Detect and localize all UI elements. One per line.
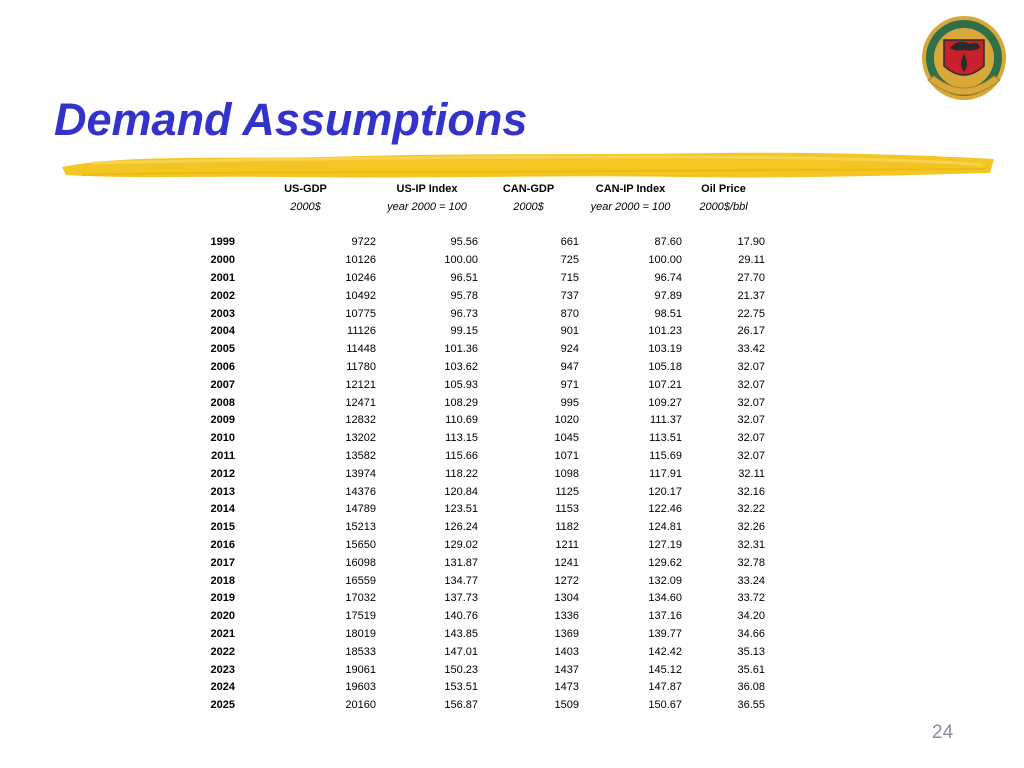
cell-us-gdp: 10246	[345, 272, 376, 285]
cell-oil-price: 32.31	[737, 539, 765, 552]
cell-oil-price: 21.37	[737, 289, 765, 302]
cell-oil-price: 32.07	[737, 450, 765, 463]
cell-can-ip-index: 132.09	[648, 574, 682, 587]
cell-year: 2014	[210, 503, 235, 516]
cell-year: 2025	[210, 699, 235, 712]
cell-us-ip-index: 131.87	[444, 556, 478, 569]
cell-oil-price: 32.07	[737, 432, 765, 445]
cell-year: 2023	[210, 663, 235, 676]
cell-can-gdp: 1403	[554, 645, 579, 658]
cell-can-gdp: 725	[560, 254, 579, 267]
cell-us-ip-index: 153.51	[444, 681, 478, 694]
cell-oil-price: 33.72	[737, 592, 765, 605]
cell-us-gdp: 11126	[347, 325, 376, 338]
cell-us-ip-index: 123.51	[444, 503, 478, 516]
cell-can-ip-index: 147.87	[648, 681, 682, 694]
cell-can-ip-index: 139.77	[648, 628, 682, 641]
cell-us-ip-index: 105.93	[444, 378, 478, 391]
cell-year: 2011	[211, 450, 235, 463]
header-row	[190, 180, 765, 198]
cell-us-gdp: 13202	[345, 432, 376, 445]
cell-can-gdp: 1020	[554, 414, 579, 427]
cell-year: 2007	[210, 378, 235, 391]
cell-year: 2001	[210, 272, 235, 285]
column-unit-us-ip-index: year 2000 = 100	[387, 200, 467, 213]
cell-us-ip-index: 95.78	[450, 289, 478, 302]
cell-year: 2016	[210, 539, 235, 552]
cell-us-gdp: 19061	[345, 663, 376, 676]
cell-year: 1999	[210, 236, 235, 249]
table-row	[190, 287, 765, 305]
cell-can-ip-index: 96.74	[654, 272, 682, 285]
table-row	[190, 483, 765, 501]
table-row	[190, 305, 765, 323]
cell-can-gdp: 1336	[554, 610, 579, 623]
table-row	[190, 269, 765, 287]
subheader-row	[190, 198, 765, 216]
cell-us-gdp: 17519	[345, 610, 376, 623]
cell-oil-price: 34.66	[737, 628, 765, 641]
cell-oil-price: 33.24	[737, 574, 765, 587]
cell-can-ip-index: 101.23	[648, 325, 682, 338]
cell-can-gdp: 1369	[554, 628, 579, 641]
cell-can-ip-index: 137.16	[648, 610, 682, 623]
cell-year: 2010	[210, 432, 235, 445]
cell-can-gdp: 1272	[554, 574, 579, 587]
cell-us-ip-index: 150.23	[444, 663, 478, 676]
cell-can-ip-index: 122.46	[648, 503, 682, 516]
cell-can-ip-index: 124.81	[648, 521, 682, 534]
cell-year: 2015	[210, 521, 235, 534]
cell-can-gdp: 870	[560, 307, 579, 320]
cell-year: 2000	[210, 254, 235, 267]
column-unit-us-gdp: 2000$	[290, 200, 321, 213]
table-row	[190, 661, 765, 679]
cell-oil-price: 32.07	[737, 396, 765, 409]
cell-year: 2009	[210, 414, 235, 427]
cell-us-ip-index: 118.22	[445, 467, 478, 480]
table-row	[190, 572, 765, 590]
cell-oil-price: 32.78	[737, 556, 765, 569]
cell-year: 2002	[210, 289, 235, 302]
cell-oil-price: 32.22	[737, 503, 765, 516]
cell-us-ip-index: 115.66	[445, 450, 478, 463]
cell-can-gdp: 715	[560, 272, 579, 285]
cell-year: 2019	[210, 592, 235, 605]
cell-us-gdp: 16098	[345, 556, 376, 569]
cell-us-ip-index: 126.24	[444, 521, 478, 534]
cell-us-ip-index: 108.29	[444, 396, 478, 409]
year-header	[190, 180, 235, 198]
cell-can-ip-index: 111.37	[649, 414, 682, 427]
table-row	[190, 429, 765, 447]
cell-year: 2003	[210, 307, 235, 320]
cell-can-ip-index: 103.19	[648, 343, 682, 356]
cell-us-ip-index: 143.85	[444, 628, 478, 641]
cell-can-gdp: 1045	[554, 432, 579, 445]
page-number: 24	[932, 722, 954, 743]
table-row	[190, 679, 765, 697]
cell-can-gdp: 1071	[554, 450, 579, 463]
cell-us-gdp: 12121	[345, 378, 376, 391]
table-body	[190, 234, 765, 715]
cell-us-ip-index: 129.02	[444, 539, 478, 552]
table-row	[190, 501, 765, 519]
table-row	[190, 536, 765, 554]
cell-can-ip-index: 100.00	[648, 254, 682, 267]
table-row	[190, 518, 765, 536]
seal-emblem-icon	[920, 14, 1008, 106]
cell-oil-price: 36.55	[737, 699, 765, 712]
cell-us-gdp: 20160	[345, 699, 376, 712]
cell-can-gdp: 1098	[554, 467, 579, 480]
cell-year: 2020	[210, 610, 235, 623]
cell-can-ip-index: 117.91	[649, 467, 682, 480]
table-row	[190, 340, 765, 358]
cell-year: 2004	[210, 325, 235, 338]
cell-us-gdp: 17032	[345, 592, 376, 605]
table-row	[190, 323, 765, 341]
cell-oil-price: 32.07	[737, 378, 765, 391]
demand-assumptions-table	[190, 180, 765, 714]
cell-us-gdp: 13582	[345, 450, 376, 463]
cell-us-ip-index: 140.76	[444, 610, 478, 623]
table-row	[190, 358, 765, 376]
cell-oil-price: 32.26	[737, 521, 765, 534]
table-row	[190, 251, 765, 269]
cell-can-ip-index: 87.60	[654, 236, 682, 249]
cell-can-gdp: 971	[560, 378, 579, 391]
cell-year: 2018	[210, 574, 235, 587]
cell-us-gdp: 10492	[345, 289, 376, 302]
table-row	[190, 696, 765, 714]
cell-oil-price: 33.42	[737, 343, 765, 356]
cell-us-gdp: 12471	[345, 396, 376, 409]
cell-can-ip-index: 113.51	[649, 432, 682, 445]
table-row	[190, 376, 765, 394]
table-row	[190, 643, 765, 661]
cell-can-gdp: 1437	[554, 663, 579, 676]
cell-year: 2008	[210, 396, 235, 409]
table-row	[190, 590, 765, 608]
table-row	[190, 447, 765, 465]
cell-can-ip-index: 97.89	[654, 289, 682, 302]
cell-can-gdp: 1182	[555, 521, 579, 534]
table-row	[190, 625, 765, 643]
cell-us-ip-index: 156.87	[444, 699, 478, 712]
cell-us-ip-index: 101.36	[444, 343, 478, 356]
cell-us-gdp: 11780	[346, 361, 376, 374]
cell-us-ip-index: 113.15	[445, 432, 478, 445]
column-unit-oil-price: 2000$/bbl	[699, 200, 748, 213]
table-row	[190, 554, 765, 572]
cell-can-ip-index: 142.42	[648, 645, 682, 658]
cell-us-ip-index: 96.51	[450, 272, 478, 285]
cell-us-ip-index: 120.84	[444, 485, 478, 498]
cell-us-gdp: 15650	[345, 539, 376, 552]
cell-us-ip-index: 103.62	[444, 361, 478, 374]
cell-can-gdp: 1211	[555, 539, 579, 552]
column-unit-can-ip-index: year 2000 = 100	[590, 200, 671, 213]
column-header-us-ip-index: US-IP Index	[396, 182, 458, 195]
cell-can-ip-index: 129.62	[648, 556, 682, 569]
cell-us-gdp: 18019	[345, 628, 376, 641]
cell-can-gdp: 995	[560, 396, 579, 409]
cell-can-ip-index: 109.27	[648, 396, 682, 409]
cell-can-ip-index: 127.19	[648, 539, 682, 552]
cell-year: 2024	[210, 681, 235, 694]
cell-oil-price: 27.70	[737, 272, 765, 285]
cell-oil-price: 17.90	[737, 236, 765, 249]
cell-can-gdp: 661	[560, 236, 579, 249]
cell-us-gdp: 13974	[345, 467, 376, 480]
cell-can-gdp: 1304	[554, 592, 579, 605]
page-title: Demand Assumptions	[54, 94, 528, 145]
cell-can-gdp: 1153	[555, 503, 579, 516]
cell-can-ip-index: 107.21	[648, 378, 682, 391]
cell-us-gdp: 14376	[345, 485, 376, 498]
cell-can-gdp: 1125	[555, 485, 579, 498]
cell-oil-price: 35.61	[737, 663, 765, 676]
cell-year: 2017	[210, 556, 235, 569]
cell-can-ip-index: 105.18	[648, 361, 682, 374]
cell-can-ip-index: 120.17	[648, 485, 682, 498]
cell-year: 2021	[210, 628, 235, 641]
cell-oil-price: 22.75	[737, 307, 765, 320]
table-row	[190, 394, 765, 412]
cell-year: 2013	[210, 485, 235, 498]
cell-us-ip-index: 147.01	[444, 645, 478, 658]
cell-us-ip-index: 96.73	[450, 307, 478, 320]
cell-oil-price: 26.17	[737, 325, 765, 338]
cell-us-gdp: 18533	[345, 645, 376, 658]
cell-can-gdp: 924	[560, 343, 579, 356]
cell-us-gdp: 10775	[345, 307, 376, 320]
cell-oil-price: 35.13	[737, 645, 765, 658]
cell-us-ip-index: 99.15	[450, 325, 478, 338]
cell-us-gdp: 16559	[345, 574, 376, 587]
table-row	[190, 234, 765, 252]
cell-can-ip-index: 98.51	[654, 307, 682, 320]
cell-us-ip-index: 110.69	[445, 414, 478, 427]
column-header-can-ip-index: CAN-IP Index	[595, 182, 666, 195]
table-row	[190, 412, 765, 430]
cell-us-gdp: 12832	[345, 414, 376, 427]
cell-can-gdp: 737	[560, 289, 579, 302]
cell-oil-price: 32.07	[737, 361, 765, 374]
cell-oil-price: 32.11	[738, 467, 765, 480]
cell-oil-price: 29.11	[738, 254, 765, 267]
cell-can-gdp: 947	[560, 361, 579, 374]
cell-us-ip-index: 100.00	[444, 254, 478, 267]
cell-oil-price: 32.07	[737, 414, 765, 427]
cell-oil-price: 36.08	[737, 681, 765, 694]
table-row	[190, 465, 765, 483]
cell-can-ip-index: 134.60	[648, 592, 682, 605]
column-header-oil-price: Oil Price	[701, 182, 746, 195]
cell-us-gdp: 14789	[345, 503, 376, 516]
cell-can-gdp: 1473	[554, 681, 579, 694]
cell-year: 2006	[210, 361, 235, 374]
cell-year: 2012	[210, 467, 235, 480]
cell-can-ip-index: 145.12	[648, 663, 682, 676]
cell-oil-price: 34.20	[737, 610, 765, 623]
column-header-can-gdp: CAN-GDP	[502, 182, 555, 195]
cell-us-gdp: 9722	[351, 236, 376, 249]
cell-can-ip-index: 150.67	[648, 699, 682, 712]
cell-us-gdp: 10126	[345, 254, 376, 267]
cell-can-gdp: 1241	[554, 556, 579, 569]
cell-us-gdp: 11448	[346, 343, 376, 356]
cell-year: 2022	[210, 645, 235, 658]
cell-us-ip-index: 134.77	[444, 574, 478, 587]
cell-us-ip-index: 95.56	[450, 236, 478, 249]
table-row	[190, 607, 765, 625]
cell-us-gdp: 15213	[345, 521, 376, 534]
cell-us-gdp: 19603	[345, 681, 376, 694]
column-unit-can-gdp: 2000$	[513, 200, 544, 213]
cell-oil-price: 32.16	[737, 485, 765, 498]
cell-can-gdp: 901	[560, 325, 579, 338]
column-header-us-gdp: US-GDP	[284, 182, 327, 195]
cell-can-gdp: 1509	[554, 699, 579, 712]
cell-us-ip-index: 137.73	[444, 592, 478, 605]
cell-can-ip-index: 115.69	[649, 450, 682, 463]
cell-year: 2005	[210, 343, 235, 356]
